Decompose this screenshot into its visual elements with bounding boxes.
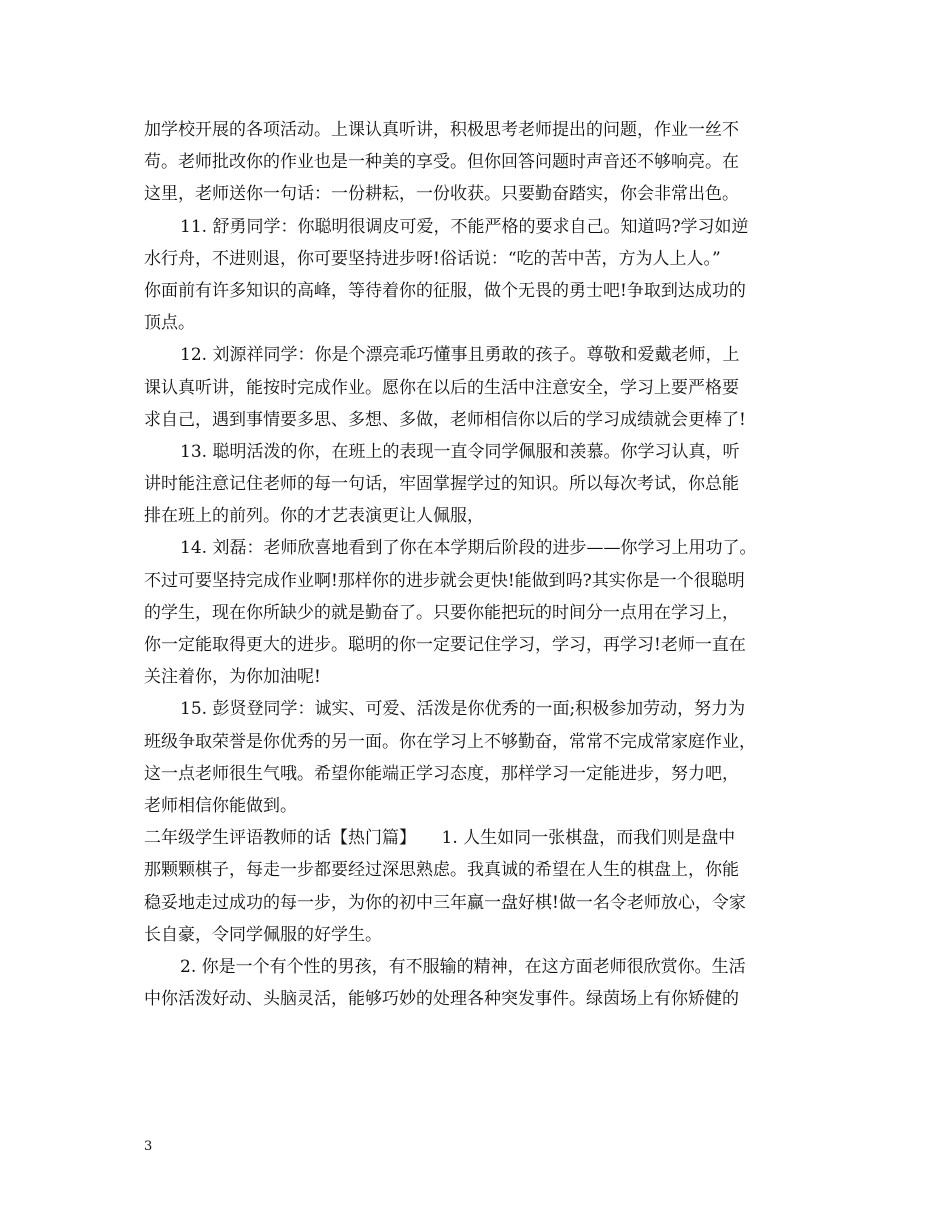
text-line: 的学生，现在你所缺少的就是勤奋了。只要你能把玩的时间分一点用在学习上，	[144, 602, 739, 623]
text-line: 15. 彭贤登同学：诚实、可爱、活泼是你优秀的一面;积极参加劳动，努力为	[180, 699, 746, 720]
text-line: 你面前有许多知识的高峰，等待着你的征服，做个无畏的勇士吧!争取到达成功的	[144, 280, 746, 301]
text-line: 11. 舒勇同学：你聪明很调皮可爱，不能严格的要求自己。知道吗?学习如逆	[180, 216, 749, 237]
text-line: 长自豪，令同学佩服的好学生。	[144, 924, 382, 945]
text-line: 13. 聪明活泼的你，在班上的表现一直令同学佩服和羡慕。你学习认真，听	[180, 441, 740, 462]
document-body	[144, 114, 824, 1015]
text-line: 讲时能注意记住老师的每一句话，牢固掌握学过的知识。所以每次考试，你总能	[144, 474, 739, 495]
text-line: 不过可要坚持完成作业啊!那样你的进步就会更快!能做到吗?其实你是一个很聪明	[144, 570, 745, 591]
text-line: 稳妥地走过成功的每一步，为你的初中三年赢一盘好棋!做一名令老师放心，令家	[144, 892, 746, 913]
text-line: 加学校开展的各项活动。上课认真听讲，积极思考老师提出的问题，作业一丝不	[144, 120, 739, 140]
text-line: 水行舟，不进则退，你可要坚持进步呀!俗话说：“吃的苦中苦，方为人上人。”	[144, 248, 721, 269]
text-line: 中你活泼好动、头脑灵活，能够巧妙的处理各种突发事件。绿茵场上有你矫健的	[144, 989, 739, 1010]
text-line: 课认真听讲，能按时完成作业。愿你在以后的生活中注意安全，学习上要严格要	[144, 377, 739, 398]
page-number: 3	[144, 1139, 153, 1154]
text-line: 求自己，遇到事情要多思、多想、多做，老师相信你以后的学习成绩就会更棒了!	[144, 409, 746, 430]
text-line: 那颗颗棋子，每走一步都要经过深思熟虑。我真诚的希望在人生的棋盘上，你能	[144, 860, 739, 881]
text-line: 这一点老师很生气哦。希望你能端正学习态度，那样学习一定能进步，努力吧，	[144, 763, 739, 784]
text-line: 苟。老师批改你的作业也是一种美的享受。但你回答问题时声音还不够响亮。在	[144, 152, 739, 173]
text-line: 老师相信你能做到。	[144, 795, 297, 816]
text-line: 12. 刘源祥同学：你是个漂亮乖巧懂事且勇敢的孩子。尊敬和爱戴老师，上	[180, 345, 740, 366]
text-line: 这里，老师送你一句话：一份耕耘，一份收获。只要勤奋踏实，你会非常出色。	[144, 184, 739, 205]
text-line: 顶点。	[144, 313, 195, 334]
text-line: 14. 刘磊：老师欣喜地看到了你在本学期后阶段的进步——你学习上用功了。	[180, 538, 757, 559]
text-line: 班级争取荣誉是你优秀的另一面。你在学习上不够勤奋，常常不完成常家庭作业，	[144, 731, 756, 752]
text-line: 关注着你，为你加油呢!	[144, 667, 321, 688]
text-line: 排在班上的前列。你的才艺表演更让人佩服，	[144, 506, 484, 527]
text-line: 二年级学生评语教师的话【热门篇】 1. 人生如同一张棋盘，而我们则是盘中	[144, 828, 736, 849]
text-line: 2. 你是一个有个性的男孩，有不服输的精神，在这方面老师很欣赏你。生活	[180, 956, 746, 977]
text-line: 你一定能取得更大的进步。聪明的你一定要记住学习，学习，再学习!老师一直在	[144, 635, 746, 655]
